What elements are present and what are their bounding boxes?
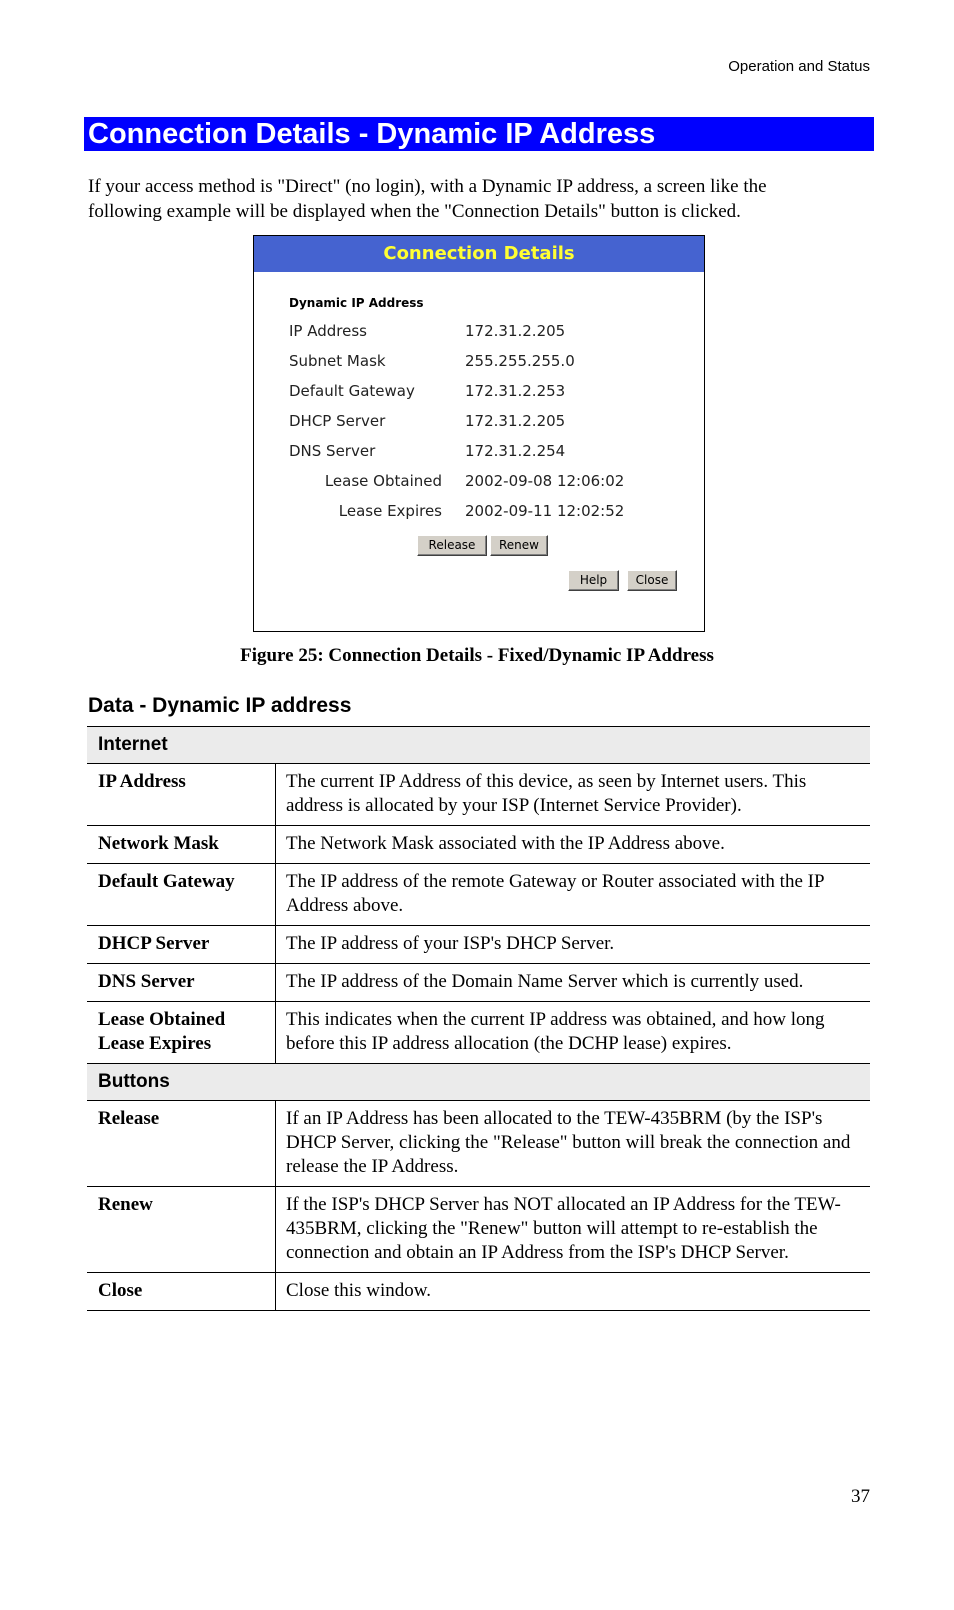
table-row	[87, 864, 870, 926]
dialog-row-label: DNS Server	[289, 442, 376, 460]
renew-button[interactable]: Renew	[490, 535, 548, 556]
table-row	[87, 926, 870, 964]
figure-caption: Figure 25: Connection Details - Fixed/Dynamic IP Address	[240, 645, 714, 666]
table-desc: The IP address of your ISP's DHCP Server.	[276, 926, 871, 964]
table-term: DHCP Server	[87, 926, 276, 964]
dialog-row-label: Lease Expires	[338, 502, 442, 520]
data-table	[87, 726, 870, 1311]
table-group-label: Internet	[87, 727, 870, 764]
connection-details-dialog	[253, 235, 705, 632]
running-header: Operation and Status	[728, 58, 870, 75]
intro-line: following example will be displayed when the "Connection Details" button is clicked.	[88, 201, 741, 222]
table-row	[87, 826, 870, 864]
table-row	[87, 1101, 870, 1187]
table-desc: Close this window.	[276, 1273, 871, 1311]
release-button[interactable]: Release	[417, 535, 487, 556]
table-group-row	[87, 727, 870, 764]
close-button[interactable]: Close	[627, 570, 677, 591]
dialog-row-value: 172.31.2.205	[465, 412, 566, 430]
table-term: Release	[87, 1101, 276, 1187]
dialog-row-value: 255.255.255.0	[465, 352, 575, 370]
section-title: Connection Details - Dynamic IP Address	[84, 117, 874, 151]
table-desc: If an IP Address has been allocated to the TEW-435BRM (by the ISP's DHCP Server, clicking the "Release" button will break the connection and release the IP Address.	[276, 1101, 871, 1187]
help-button[interactable]: Help	[568, 570, 619, 591]
table-term: DNS Server	[87, 964, 276, 1002]
dialog-row-value: 2002-09-08 12:06:02	[465, 472, 625, 490]
table-row	[87, 1273, 870, 1311]
dialog-title: Connection Details	[254, 236, 704, 272]
table-row	[87, 964, 870, 1002]
table-row	[87, 764, 870, 826]
table-desc: The current IP Address of this device, as seen by Internet users. This address is allocated by your ISP (Internet Service Provider).	[276, 764, 871, 826]
dialog-row-value: 172.31.2.205	[465, 322, 566, 340]
table-term: Network Mask	[87, 826, 276, 864]
data-section-heading: Data - Dynamic IP address	[88, 694, 352, 717]
table-term: Default Gateway	[87, 864, 276, 926]
dialog-row-value: 172.31.2.254	[465, 442, 566, 460]
intro-paragraph	[88, 174, 878, 224]
table-desc: The IP address of the Domain Name Server which is currently used.	[276, 964, 871, 1002]
table-term-line: Lease Expires	[98, 1033, 212, 1054]
table-term: Close	[87, 1273, 276, 1311]
table-desc: If the ISP's DHCP Server has NOT allocated an IP Address for the TEW-435BRM, clicking the "Renew" button will attempt to re-establish the connection and obtain an IP Address from the ISP's DHCP Server.	[276, 1187, 871, 1273]
table-desc: The IP address of the remote Gateway or Router associated with the IP Address above.	[276, 864, 871, 926]
intro-line: If your access method is "Direct" (no login), with a Dynamic IP address, a screen like the	[88, 176, 767, 197]
table-desc: The Network Mask associated with the IP Address above.	[276, 826, 871, 864]
table-group-label: Buttons	[87, 1064, 870, 1101]
table-desc: This indicates when the current IP address was obtained, and how long before this IP address allocation (the DCHP lease) expires.	[276, 1002, 871, 1064]
dialog-row-label: Subnet Mask	[289, 352, 386, 370]
table-term: IP Address	[87, 764, 276, 826]
dialog-row-label: DHCP Server	[289, 412, 386, 430]
dialog-row-value: 2002-09-11 12:02:52	[465, 502, 625, 520]
table-term	[87, 1002, 276, 1064]
table-group-row	[87, 1064, 870, 1101]
page-number: 37	[851, 1486, 870, 1507]
dialog-row-label: Lease Obtained	[324, 472, 442, 490]
table-row	[87, 1187, 870, 1273]
dialog-subtitle: Dynamic IP Address	[289, 296, 424, 310]
table-row	[87, 1002, 870, 1064]
dialog-row-label: IP Address	[289, 322, 367, 340]
table-term-line: Lease Obtained	[98, 1009, 226, 1030]
dialog-row-label: Default Gateway	[289, 382, 415, 400]
dialog-row-value: 172.31.2.253	[465, 382, 566, 400]
table-term: Renew	[87, 1187, 276, 1273]
